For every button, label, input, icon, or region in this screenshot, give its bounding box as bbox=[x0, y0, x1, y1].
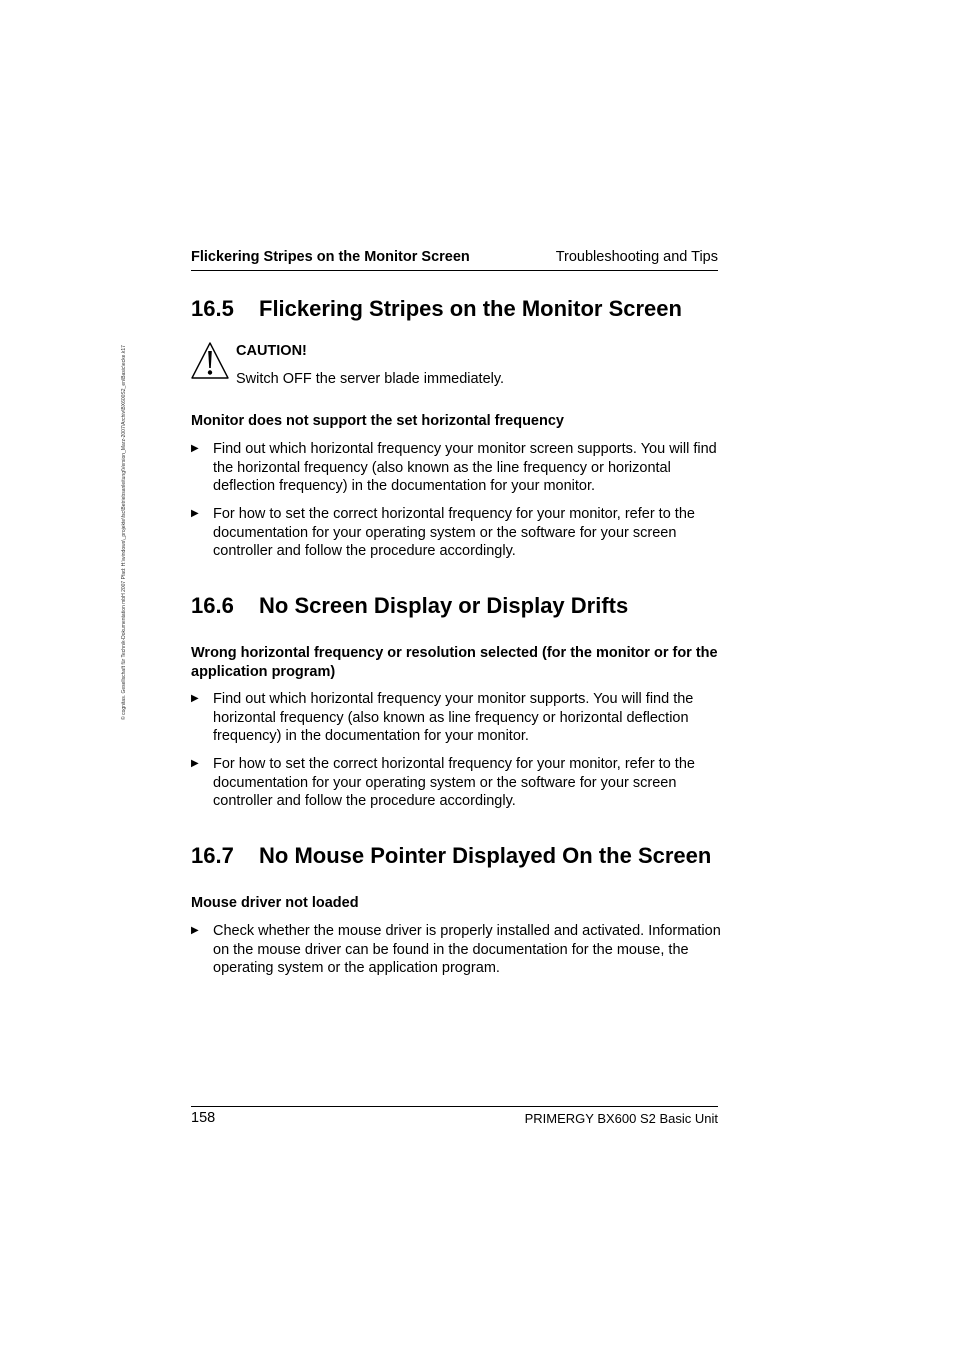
bullet-icon: ▶ bbox=[191, 693, 199, 704]
page-number: 158 bbox=[191, 1110, 216, 1126]
list-item bbox=[191, 922, 721, 978]
warning-triangle-icon bbox=[190, 341, 230, 381]
subheading: Mouse driver not loaded bbox=[191, 895, 359, 911]
section-title: No Screen Display or Display Drifts bbox=[259, 593, 629, 618]
list-item bbox=[191, 690, 721, 746]
section-title: No Mouse Pointer Displayed On the Screen bbox=[259, 843, 712, 868]
caution-text: Switch OFF the server blade immediately. bbox=[236, 371, 505, 387]
list-item-text: For how to set the correct horizontal frequency for your monitor, refer to the documentation for your operating system or the software for your screen controller and follow the procedure accordingly. bbox=[213, 756, 695, 810]
side-note bbox=[121, 240, 129, 720]
running-header-title: Flickering Stripes on the Monitor Screen bbox=[191, 249, 470, 265]
list-item-text: For how to set the correct horizontal frequency for your monitor, refer to the documentation for your operating system or the software for your screen controller and follow the procedure accordingly. bbox=[213, 506, 695, 560]
list-item bbox=[191, 755, 721, 811]
section-number: 16.7 bbox=[191, 843, 234, 868]
list-item-text: Find out which horizontal frequency your monitor screen supports. You will find the horizontal frequency (also known as the line frequency or horizontal deflection frequency) in the documentation for your monitor. bbox=[213, 441, 717, 495]
bullet-icon: ▶ bbox=[191, 758, 199, 769]
section-title: Flickering Stripes on the Monitor Screen bbox=[259, 296, 682, 321]
section-heading-16-6 bbox=[191, 593, 628, 619]
section-heading-16-7 bbox=[191, 843, 711, 869]
footer-product: PRIMERGY BX600 S2 Basic Unit bbox=[524, 1111, 718, 1126]
footer-rule bbox=[191, 1106, 718, 1107]
subheading: Wrong horizontal frequency or resolution selected (for the monitor or for the application program) bbox=[191, 645, 718, 680]
header-rule bbox=[191, 270, 718, 271]
list-item-text: Check whether the mouse driver is properly installed and activated. Information on the mouse driver can be found in the documentation for the mouse, the operating system or the application program. bbox=[213, 923, 721, 977]
subheading: Monitor does not support the set horizontal frequency bbox=[191, 413, 564, 429]
running-header-chapter: Troubleshooting and Tips bbox=[555, 249, 718, 265]
side-note-text: © cognitas. Gesellschaft für Technik-Dokumentation mbH 2007 Pfad: H:\windows\_projekte\fsc\Betriebsanleitung\Version_Marz-2007\Archiv\BX600S2_en\Basic\ecke.k17 bbox=[121, 345, 127, 720]
list-item bbox=[191, 505, 721, 561]
bullet-icon: ▶ bbox=[191, 508, 199, 519]
section-heading-16-5 bbox=[191, 296, 682, 322]
section-number: 16.5 bbox=[191, 296, 234, 321]
caution-label: CAUTION! bbox=[236, 343, 307, 359]
bullet-icon: ▶ bbox=[191, 925, 199, 936]
list-item-text: Find out which horizontal frequency your monitor supports. You will find the horizontal frequency (also known as line frequency or horizontal deflection frequency) in the documentation for your monitor. bbox=[213, 691, 694, 745]
bullet-icon: ▶ bbox=[191, 443, 199, 454]
section-number: 16.6 bbox=[191, 593, 234, 618]
list-item bbox=[191, 440, 721, 496]
